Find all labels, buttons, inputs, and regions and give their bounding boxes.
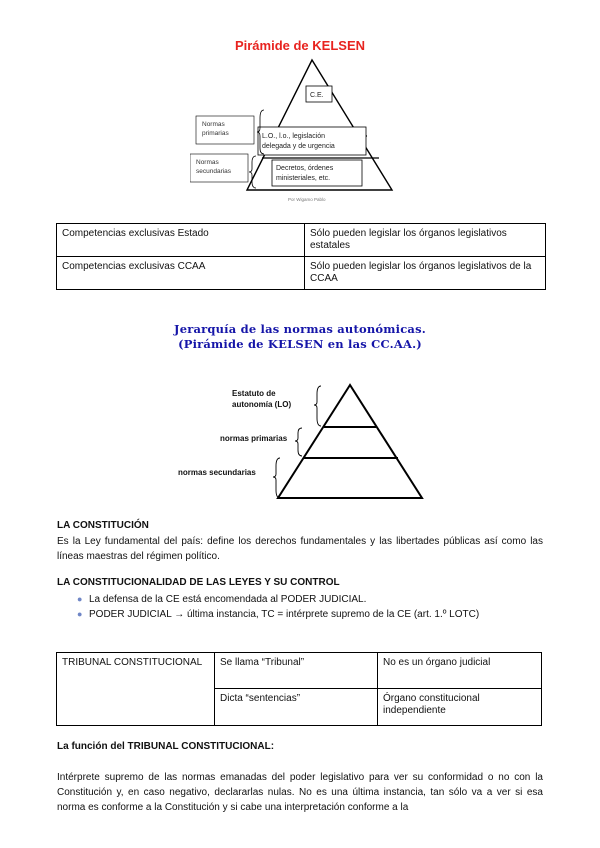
box-leyes-line1: L.O., l.o., legislación bbox=[262, 133, 326, 140]
autonomicas-title-line2: (Pirámide de KELSEN en las CC.AA.) bbox=[178, 337, 422, 351]
competencias-table bbox=[56, 223, 546, 290]
table-cell: Órgano constitucional independiente bbox=[378, 689, 542, 726]
autonomicas-pyramid-diagram bbox=[170, 380, 440, 505]
table-cell: Sólo pueden legislar los órganos legislativos de la CCAA bbox=[305, 257, 546, 290]
list-item bbox=[57, 607, 543, 622]
autonomicas-title-line1: Jerarquía de las normas autonómicas. bbox=[174, 322, 426, 336]
table-cell: Competencias exclusivas CCAA bbox=[57, 257, 305, 290]
funcion-text: Intérprete supremo de las normas emanadas del poder legislativo para ver su conformidad o no con la Constitución y, en caso negativo, declararlas nulas. No es una última instancia, tan sólo va a ver si esa norma es conforme a la Constitución y si cabe una interpretación conforme a la bbox=[57, 772, 543, 813]
kelsen-title: Pirámide de KELSEN bbox=[234, 38, 366, 53]
control-heading: LA CONSTITUCIONALIDAD DE LAS LEYES Y SU CONTROL bbox=[57, 577, 340, 588]
box-ce-text: C.E. bbox=[310, 92, 324, 99]
table-cell: No es un órgano judicial bbox=[378, 653, 542, 689]
box-leyes bbox=[258, 127, 366, 155]
box-leyes-line2: delegada y de urgencia bbox=[262, 143, 335, 150]
table-cell-tribunal-name: TRIBUNAL CONSTITUCIONAL bbox=[57, 653, 215, 726]
label-secundarias-line2: secundarias bbox=[196, 168, 232, 175]
constitucion-heading: LA CONSTITUCIÓN bbox=[57, 520, 149, 531]
pyramid-outline bbox=[278, 385, 422, 498]
funcion-heading: La función del TRIBUNAL CONSTITUCIONAL: bbox=[57, 741, 275, 752]
brace-estatuto bbox=[314, 386, 321, 426]
pyramid-caption: Por Wigamo Pablo bbox=[288, 197, 326, 202]
table-cell: Se llama “Tribunal” bbox=[215, 653, 378, 689]
table-row bbox=[57, 224, 546, 257]
brace-primarias bbox=[295, 428, 302, 456]
table-cell: Competencias exclusivas Estado bbox=[57, 224, 305, 257]
label-primarias: normas primarias bbox=[220, 434, 288, 443]
label-secundarias-line1: Normas bbox=[196, 159, 219, 166]
brace-secundarias bbox=[273, 458, 280, 498]
table-row bbox=[57, 653, 542, 689]
table-row bbox=[57, 257, 546, 290]
table-cell: Sólo pueden legislar los órganos legislativos estatales bbox=[305, 224, 546, 257]
list-item-text: La defensa de la CE está encomendada al PODER JUDICIAL. bbox=[89, 594, 367, 605]
bullet-icon: ● bbox=[77, 594, 83, 604]
label-estatuto-line1: Estatuto de bbox=[232, 389, 276, 398]
box-decretos-line1: Decretos, órdenes bbox=[276, 165, 334, 172]
box-decretos-line2: ministeriales, etc. bbox=[276, 175, 331, 182]
box-decretos bbox=[272, 160, 362, 186]
label-primarias-line2: primarias bbox=[202, 130, 229, 137]
table-cell: Dicta “sentencias” bbox=[215, 689, 378, 726]
label-secundarias: normas secundarias bbox=[178, 468, 256, 477]
list-item bbox=[57, 592, 543, 607]
control-bullet-list bbox=[57, 592, 543, 622]
kelsen-pyramid-diagram bbox=[190, 56, 400, 206]
label-primarias-line1: Normas bbox=[202, 121, 225, 128]
label-estatuto-line2: autonomía (LO) bbox=[232, 400, 292, 409]
tribunal-table bbox=[56, 652, 542, 726]
list-item-text: PODER JUDICIAL → última instancia, TC = intérprete supremo de la CE (art. 1.º LOTC) bbox=[89, 609, 480, 620]
bullet-icon: ● bbox=[77, 609, 83, 619]
constitucion-text: Es la Ley fundamental del país: define los derechos fundamentales y las libertades públicas así como las líneas maestras del régimen político. bbox=[57, 536, 543, 562]
